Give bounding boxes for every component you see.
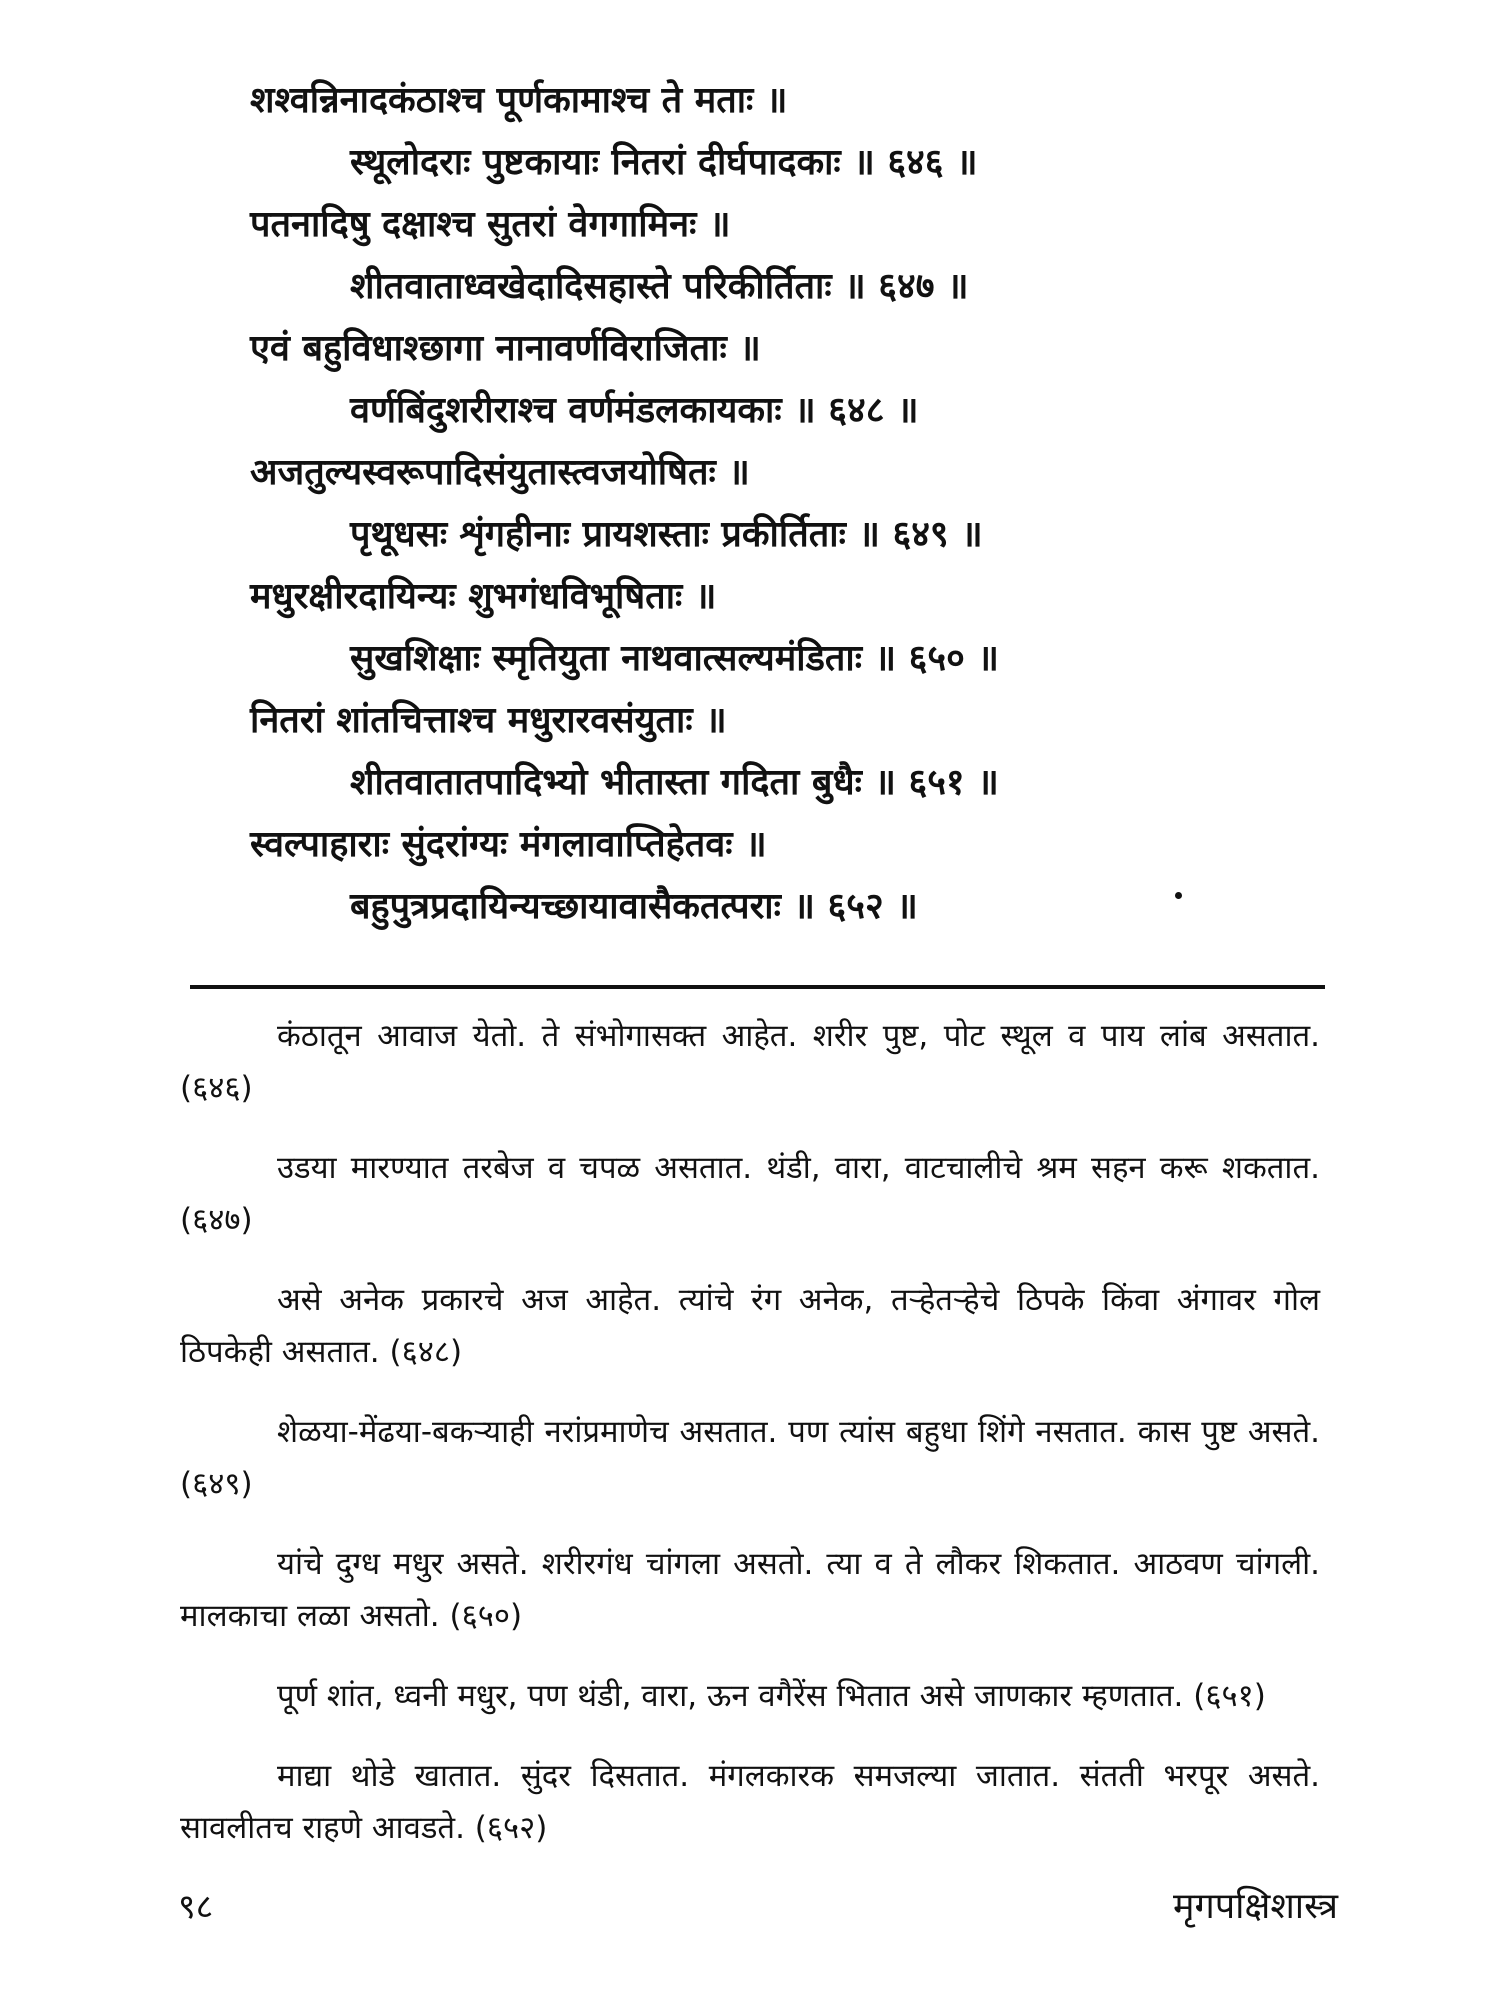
translation-paragraph: पूर्ण शांत, ध्वनी मधुर, पण थंडी, वारा, ऊन वगैरेंस भितात असे जाणकार म्हणतात. (६५१) [277,1678,1266,1714]
translation-paragraph: यांचे दुग्ध मधुर असते. शरीरगंध चांगला असतो. त्या व ते लौकर शिकतात. आठवण चांगली. मालकाचा लळा असतो. (६५०) [180,1546,1320,1634]
translation-paragraph: उडया मारण्यात तरबेज व चपळ असतात. थंडी, वारा, वाटचालीचे श्रम सहन करू शकतात. (६४७) [180,1150,1320,1238]
verse-line: शीतवातातपादिभ्यो भीतास्ता गदिता बुधैः ॥ ६५१ ॥ [350,762,999,803]
verse-line: सुखशिक्षाः स्मृतियुता नाथवात्सल्यमंडिताः ॥ ६५० ॥ [350,638,999,679]
translation-paragraph: शेळया-मेंढया-बकऱ्याही नरांप्रमाणेच असतात. पण त्यांस बहुधा शिंगे नसतात. कास पुष्ट असते. (६४९) [180,1414,1320,1502]
verse-line: बहुपुत्रप्रदायिन्यच्छायावासैकतत्पराः ॥ ६५२ ॥ [350,886,918,927]
translation-paragraph: माद्या थोडे खातात. सुंदर दिसतात. मंगलकारक समजल्या जातात. संतती भरपूर असते. सावलीतच राहणे आवडते. (६५२) [180,1758,1320,1846]
verse-line: वर्णबिंदुशरीराश्च वर्णमंडलकायकाः ॥ ६४८ ॥ [350,390,919,431]
verse-line: मधुरक्षीरदायिन्यः शुभगंधविभूषिताः ॥ [250,576,717,617]
verse-line: पृथूधसः शृंगहीनाः प्रायशस्ताः प्रकीर्तिताः ॥ ६४९ ॥ [350,514,983,555]
translation-paragraph: असे अनेक प्रकारचे अज आहेत. त्यांचे रंग अनेक, तऱ्हेतऱ्हेचे ठिपके किंवा अंगावर गोल ठिपकेही असतात. (६४८) [180,1282,1320,1370]
separator-rule [190,985,1325,989]
verse-line: अजतुल्यस्वरूपादिसंयुतास्त्वजयोषितः ॥ [250,452,750,493]
verse-line: शश्वन्निनादकंठाश्च पूर्णकामाश्च ते मताः ॥ [250,80,788,121]
verse-line: एवं बहुविधाश्छागा नानावर्णविराजिताः ॥ [250,328,761,369]
translation-paragraph: कंठातून आवाज येतो. ते संभोगासक्त आहेत. शरीर पुष्ट, पोट स्थूल व पाय लांब असतात. (६४६) [180,1018,1320,1106]
verse-line: नितरां शांतचित्ताश्च मधुरारवसंयुताः ॥ [250,700,727,741]
verse-line: स्थूलोदराः पुष्टकायाः नितरां दीर्घपादकाः ॥ ६४६ ॥ [350,142,978,183]
verse-line: पतनादिषु दक्षाश्च सुतरां वेगगामिनः ॥ [250,204,731,245]
page-number: ९८ [178,1887,214,1927]
verse-line: शीतवाताध्वखेदादिसहास्ते परिकीर्तिताः ॥ ६४७ ॥ [350,266,969,307]
running-title: मृगपक्षिशास्त्र [1172,1886,1338,1927]
verse-line: स्वल्पाहाराः सुंदरांग्यः मंगलावाप्तिहेतवः ॥ [250,824,767,865]
sanskrit-verses [250,70,1300,938]
ink-dot [1175,892,1182,899]
marathi-translation [180,1010,1320,1882]
